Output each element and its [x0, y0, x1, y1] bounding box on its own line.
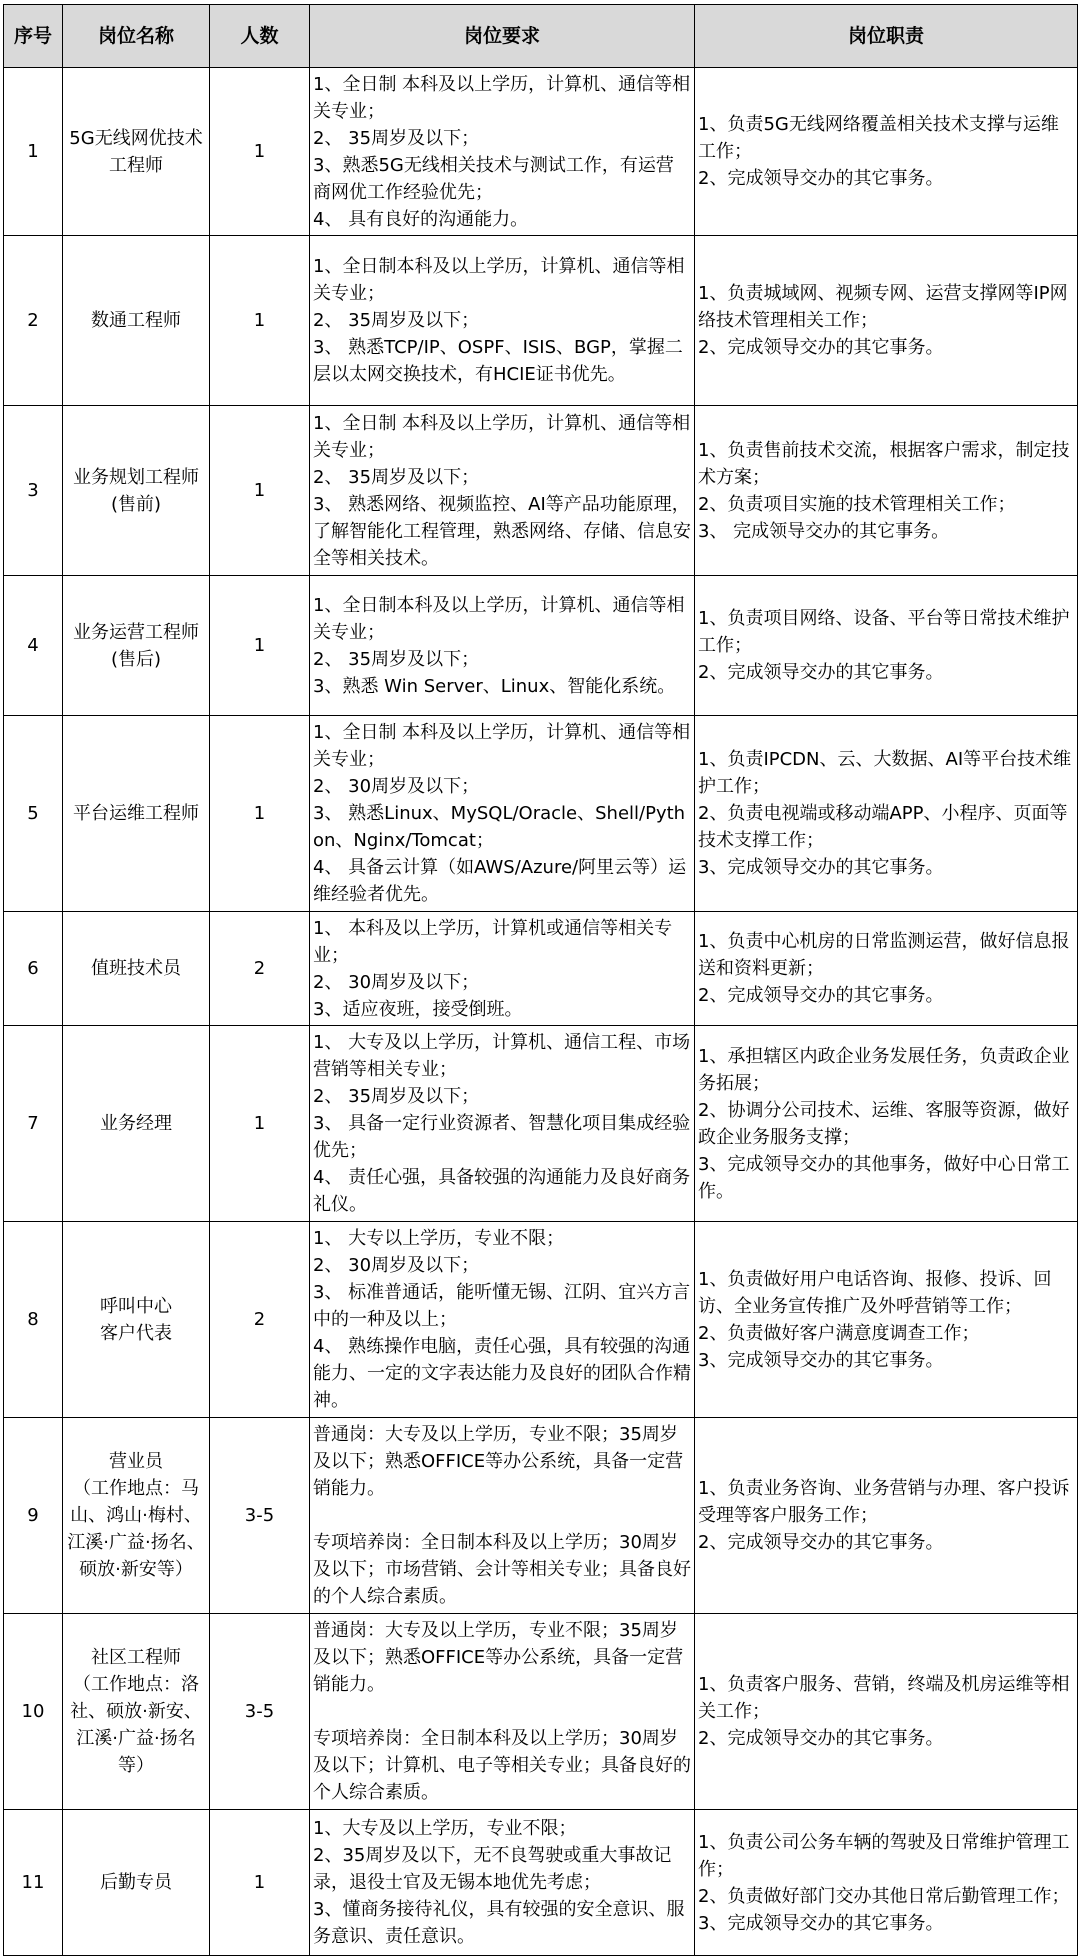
cell-no: 3: [4, 406, 63, 576]
cell-line: 1、负责5G无线网络覆盖相关技术支撑与运维工作；: [698, 114, 1059, 162]
cell-headcount: 3-5: [210, 1418, 310, 1614]
cell-line: 1、负责中心机房的日常监测运营，做好信息报送和资料更新；: [698, 931, 1070, 979]
cell-headcount: 1: [210, 406, 310, 576]
header-no: 序号: [4, 5, 63, 68]
cell-headcount: 2: [210, 1222, 310, 1418]
cell-line: 数通工程师: [91, 310, 181, 331]
table-header-row: [4, 5, 1078, 68]
cell-line: 2、负责做好客户满意度调查工作；: [698, 1322, 980, 1344]
cell-line: 工程师: [109, 154, 163, 176]
cell-line: 2、完成领导交办的其它事务。: [698, 662, 944, 683]
cell-requirements: [310, 912, 695, 1026]
cell-line: 1、 大专以上学历，专业不限；: [313, 1228, 565, 1249]
cell-line: 业务经理: [100, 1113, 172, 1134]
cell-duties: [695, 1614, 1078, 1810]
cell-line: [313, 1698, 691, 1725]
cell-line: 平台运维工程师: [73, 803, 199, 824]
cell-position-name: [63, 912, 210, 1026]
cell-line: 4、 具有良好的沟通能力。: [313, 208, 529, 230]
table-row: [4, 1810, 1078, 1956]
cell-line: 1、 本科及以上学历，计算机或通信等相关专业；: [313, 917, 673, 966]
cell-line: 2、完成领导交办的其它事务。: [698, 337, 944, 358]
cell-line: 3、懂商务接待礼仪，具有较强的安全意识、服务意识、责任意识。: [313, 1899, 685, 1947]
cell-line: 社区工程师: [91, 1647, 181, 1668]
cell-requirements: [310, 576, 695, 716]
cell-position-name: [63, 1222, 210, 1418]
cell-duties: [695, 912, 1078, 1026]
cell-line: 普通岗：大专及以上学历，专业不限；35周岁及以下；熟悉OFFICE等办公系统，具备一定营销能力。: [313, 1620, 684, 1695]
cell-requirements: [310, 1614, 695, 1810]
cell-position-name: [63, 406, 210, 576]
cell-position-name: [63, 576, 210, 716]
cell-duties: [695, 1810, 1078, 1956]
cell-line: 3、 具备一定行业资源者、智慧化项目集成经验优先；: [313, 1113, 691, 1161]
cell-line: 呼叫中心: [100, 1295, 172, 1317]
cell-line: 2、负责电视端或移动端APP、小程序、页面等技术支撑工作；: [698, 803, 1068, 851]
cell-position-name: [63, 1810, 210, 1956]
cell-requirements: [310, 1222, 695, 1418]
cell-line: 2、 30周岁及以下；: [313, 776, 480, 797]
table-row: [4, 1614, 1078, 1810]
cell-requirements: [310, 1026, 695, 1222]
cell-line: 2、负责做好部门交办其他日常后勤管理工作；: [698, 1885, 1070, 1907]
cell-line: 1、负责做好用户电话咨询、报修、投诉、回访、全业务宣传推广及外呼营销等工作；: [698, 1268, 1052, 1317]
cell-line: 1、负责项目网络、设备、平台等日常技术维护工作；: [698, 608, 1070, 656]
table-row: [4, 1026, 1078, 1222]
cell-duties: [695, 1026, 1078, 1222]
cell-line: 业务规划工程师: [73, 466, 199, 488]
cell-no: 11: [4, 1810, 63, 1956]
cell-line: 1、承担辖区内政企业务发展任务，负责政企业务拓展；: [698, 1045, 1070, 1094]
cell-headcount: 1: [210, 1810, 310, 1956]
cell-line: 2、 35周岁及以下；: [313, 466, 480, 488]
cell-line: 3、 熟悉TCP/IP、OSPF、ISIS、BGP，掌握二层以太网交换技术，有HCIE证书优先。: [313, 337, 683, 385]
cell-line: 3、完成领导交办的其它事务。: [698, 1349, 944, 1371]
cell-line: 3、完成领导交办的其它事务。: [698, 857, 944, 878]
cell-line: 2、协调分公司技术、运维、客服等资源，做好政企业务服务支撑；: [698, 1099, 1070, 1148]
cell-line: 2、完成领导交办的其它事务。: [698, 168, 944, 189]
cell-line: 值班技术员: [91, 958, 181, 979]
cell-line: 2、 35周岁及以下；: [313, 648, 480, 670]
cell-line: 4、 具备云计算（如AWS/Azure/阿里云等）运维经验者优先。: [313, 857, 687, 905]
cell-line: 3、完成领导交办的其它事务。: [698, 1912, 944, 1934]
cell-requirements: [310, 236, 695, 406]
cell-line: (售前): [110, 493, 162, 515]
cell-line: 3、 熟悉网络、视频监控、AI等产品功能原理，了解智能化工程管理，熟悉网络、存储、信息安全等相关技术。: [313, 493, 691, 569]
cell-line: 1、大专及以上学历，专业不限；: [313, 1818, 577, 1839]
table-row: [4, 1418, 1078, 1614]
cell-line: 2、 30周岁及以下；: [313, 971, 480, 993]
table-row: [4, 912, 1078, 1026]
cell-no: 10: [4, 1614, 63, 1810]
cell-line: 3、适应夜班，接受倒班。: [313, 998, 523, 1020]
cell-line: 2、完成领导交办的其它事务。: [698, 1728, 944, 1749]
cell-line: 3、完成领导交办的其他事务，做好中心日常工作。: [698, 1153, 1070, 1202]
cell-line: 2、 35周岁及以下；: [313, 1086, 480, 1107]
table-row: [4, 236, 1078, 406]
cell-headcount: 3-5: [210, 1614, 310, 1810]
cell-requirements: [310, 406, 695, 576]
cell-line: 3、 完成领导交办的其它事务。: [698, 520, 950, 542]
cell-line: 3、 熟悉Linux、MySQL/Oracle、Shell/Python、Nginx/Tomcat；: [313, 803, 686, 851]
cell-position-name: [63, 716, 210, 912]
cell-line: 2、 30周岁及以下；: [313, 1255, 480, 1276]
cell-duties: [695, 1222, 1078, 1418]
cell-line: 1、全日制本科及以上学历，计算机、通信等相关专业；: [313, 594, 685, 643]
cell-headcount: 1: [210, 576, 310, 716]
header-duties: 岗位职责: [695, 5, 1078, 68]
cell-line: 2、完成领导交办的其它事务。: [698, 1532, 944, 1553]
cell-line: 2、35周岁及以下，无不良驾驶或重大事故记录，退役士官及无锡本地优先考虑；: [313, 1845, 672, 1893]
table-row: [4, 576, 1078, 716]
cell-line: 营业员: [109, 1451, 163, 1472]
cell-duties: [695, 716, 1078, 912]
cell-line: 1、负责业务咨询、业务营销与办理、客户投诉受理等客户服务工作；: [698, 1478, 1070, 1526]
cell-line: （工作地点：洛社、硕放·新安、江溪·广益·扬名等）: [70, 1674, 202, 1776]
cell-duties: [695, 576, 1078, 716]
cell-line: 1、负责IPCDN、云、大数据、AI等平台技术维护工作；: [698, 749, 1072, 797]
cell-position-name: [63, 68, 210, 236]
header-requirements: 岗位要求: [310, 5, 695, 68]
job-table: [3, 4, 1078, 1956]
cell-headcount: 2: [210, 912, 310, 1026]
cell-line: 普通岗：大专及以上学历，专业不限；35周岁及以下；熟悉OFFICE等办公系统，具备一定营销能力。: [313, 1424, 684, 1499]
cell-line: 1、 大专及以上学历，计算机、通信工程、市场营销等相关专业；: [313, 1032, 691, 1080]
cell-duties: [695, 236, 1078, 406]
cell-requirements: [310, 716, 695, 912]
cell-position-name: [63, 1614, 210, 1810]
cell-line: 2、完成领导交办的其它事务。: [698, 985, 944, 1006]
cell-requirements: [310, 1418, 695, 1614]
cell-no: 6: [4, 912, 63, 1026]
cell-no: 8: [4, 1222, 63, 1418]
table-row: [4, 1222, 1078, 1418]
table-row: [4, 716, 1078, 912]
cell-line: 1、负责售前技术交流，根据客户需求，制定技术方案；: [698, 439, 1070, 488]
cell-line: 2、负责项目实施的技术管理相关工作；: [698, 493, 1016, 515]
cell-no: 2: [4, 236, 63, 406]
cell-line: 1、负责城域网、视频专网、运营支撑网等IP网络技术管理相关工作；: [698, 283, 1068, 331]
table-row: [4, 68, 1078, 236]
cell-requirements: [310, 1810, 695, 1956]
cell-headcount: 1: [210, 236, 310, 406]
cell-requirements: [310, 68, 695, 236]
table-row: [4, 406, 1078, 576]
cell-line: 客户代表: [100, 1322, 172, 1344]
cell-position-name: [63, 236, 210, 406]
cell-line: 2、 35周岁及以下；: [313, 127, 480, 149]
cell-line: 1、负责客户服务、营销，终端及机房运维等相关工作；: [698, 1674, 1070, 1722]
cell-line: 专项培养岗：全日制本科及以上学历；30周岁及以下；计算机、电子等相关专业；具备良好的个人综合素质。: [313, 1728, 691, 1803]
cell-no: 7: [4, 1026, 63, 1222]
cell-line: 3、熟悉 Win Server、Linux、智能化系统。: [313, 675, 676, 697]
header-count: 人数: [210, 5, 310, 68]
cell-line: 1、全日制 本科及以上学历，计算机、通信等相关专业；: [313, 412, 691, 461]
cell-line: 4、 熟练操作电脑，责任心强，具有较强的沟通能力、一定的文字表达能力及良好的团队合作精神。: [313, 1336, 691, 1411]
cell-no: 9: [4, 1418, 63, 1614]
cell-position-name: [63, 1418, 210, 1614]
cell-position-name: [63, 1026, 210, 1222]
cell-headcount: 1: [210, 68, 310, 236]
cell-line: 3、熟悉5G无线相关技术与测试工作，有运营商网优工作经验优先；: [313, 154, 674, 203]
cell-duties: [695, 406, 1078, 576]
header-name: 岗位名称: [63, 5, 210, 68]
cell-line: 1、全日制 本科及以上学历，计算机、通信等相关专业；: [313, 73, 691, 122]
cell-line: [313, 1502, 691, 1529]
cell-line: 4、 责任心强，具备较强的沟通能力及良好商务礼仪。: [313, 1167, 691, 1215]
cell-no: 4: [4, 576, 63, 716]
cell-line: 业务运营工程师: [73, 621, 199, 643]
cell-duties: [695, 1418, 1078, 1614]
cell-line: 3、 标准普通话，能听懂无锡、江阴、宜兴方言中的一种及以上；: [313, 1282, 691, 1330]
cell-no: 1: [4, 68, 63, 236]
cell-line: 1、全日制本科及以上学历，计算机、通信等相关专业；: [313, 256, 685, 304]
cell-line: 后勤专员: [100, 1872, 172, 1893]
cell-line: 1、全日制 本科及以上学历，计算机、通信等相关专业；: [313, 722, 691, 770]
cell-line: 5G无线网优技术: [69, 127, 203, 149]
cell-line: （工作地点：马山、鸿山·梅村、江溪·广益·扬名、硕放·新安等）: [67, 1478, 205, 1580]
cell-headcount: 1: [210, 716, 310, 912]
cell-line: 专项培养岗：全日制本科及以上学历；30周岁及以下；市场营销、会计等相关专业；具备良好的个人综合素质。: [313, 1532, 691, 1607]
cell-line: 2、 35周岁及以下；: [313, 310, 480, 331]
cell-headcount: 1: [210, 1026, 310, 1222]
cell-line: (售后): [110, 648, 162, 670]
cell-line: 1、负责公司公务车辆的驾驶及日常维护管理工作；: [698, 1831, 1070, 1880]
cell-duties: [695, 68, 1078, 236]
cell-no: 5: [4, 716, 63, 912]
